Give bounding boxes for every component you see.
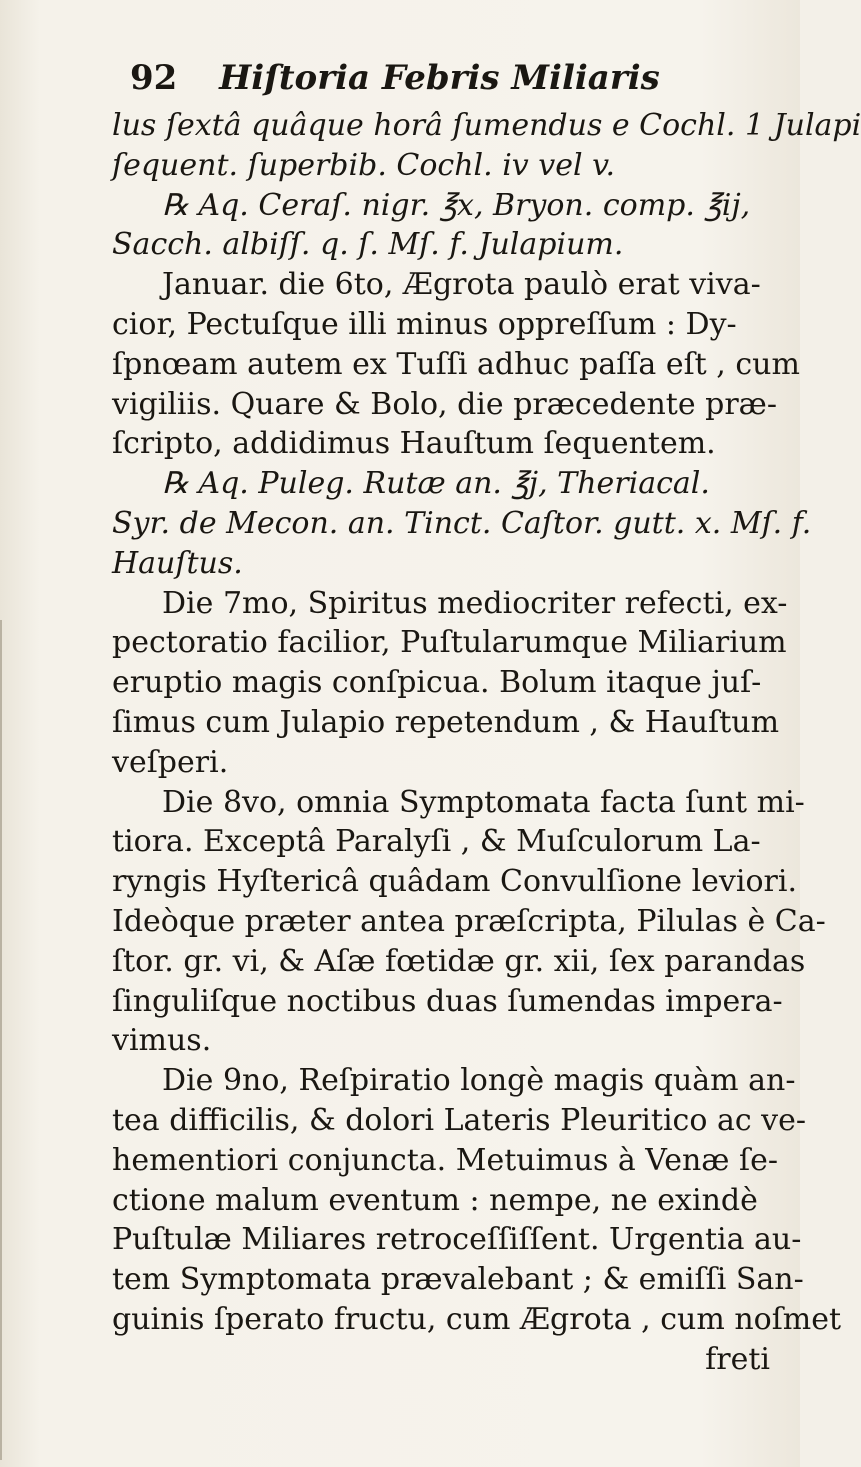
- text-line: vigiliis. Quare & Bolo, die præcedente præ-: [112, 386, 777, 422]
- text-line: pectoratio facilior, Puſtularumque Miliarium: [112, 625, 787, 661]
- text-line: ſpnœam autem ex Tuſſi adhuc paſſa eſt , cum: [112, 346, 800, 382]
- text-line: Puſtulæ Miliares retroceſſiſſent. Urgentia au-: [112, 1222, 802, 1258]
- page-edge-shadow: [0, 620, 8, 1460]
- running-title: Hiſtoria Febris Miliaris: [219, 58, 660, 98]
- text-line: ℞ Aq. Puleg. Rutæ an. ℥j, Theriacal.: [162, 466, 710, 502]
- text-line: Die 7mo, Spiritus mediocriter refecti, ex-: [162, 585, 788, 621]
- text-line: vimus.: [112, 1023, 212, 1059]
- text-line: Die 9no, Reſpiratio longè magis quàm an-: [162, 1063, 796, 1099]
- page-number: 92: [130, 58, 178, 98]
- text-line: ſcripto, addidimus Hauſtum ſequentem.: [112, 426, 716, 462]
- text-line: tem Symptomata prævalebant ; & emiſſi San-: [112, 1262, 804, 1298]
- catchword: freti: [705, 1341, 770, 1377]
- text-line: ſtor. gr. vi, & Aſæ fœtidæ gr. xii, ſex parandas: [112, 943, 806, 979]
- text-line: ryngis Hyſtericâ quâdam Convulſione leviori.: [112, 864, 798, 900]
- text-line: ctione malum eventum : nempe, ne exindè: [112, 1182, 758, 1218]
- body-text: [112, 106, 861, 1380]
- text-line: Syr. de Mecon. an. Tinct. Caſtor. gutt. x. Mſ. f.: [112, 505, 812, 541]
- text-line: guinis ſperato fructu, cum Ægrota , cum noſmet: [112, 1301, 842, 1337]
- text-line: veſperi.: [112, 744, 229, 780]
- text-line: hementiori conjuncta. Metuimus à Venæ ſe-: [112, 1142, 779, 1178]
- text-line: tea difficilis, & dolori Lateris Pleuritico ac ve-: [112, 1102, 807, 1138]
- text-line: Die 8vo, omnia Symptomata facta ſunt mi-: [162, 784, 805, 820]
- text-line: Hauſtus.: [112, 545, 243, 581]
- text-line: lus ſextâ quâque horâ ſumendus e Cochl. 1 Julapi: [112, 108, 861, 143]
- text-line: Ideòque præter antea præſcripta, Pilulas è Ca-: [112, 903, 826, 939]
- text-line: Sacch. albiſſ. q. ſ. Mſ. f. Julapium.: [112, 227, 624, 263]
- text-line: tiora. Exceptâ Paralyſi , & Muſculorum La-: [112, 824, 761, 860]
- text-line: ℞ Aq. Ceraſ. nigr. ℥x, Bryon. comp. ℥ij,: [162, 187, 751, 223]
- text-line: Januar. die 6to, Ægrota paulò erat viva-: [162, 267, 761, 303]
- running-header: [130, 58, 730, 98]
- text-line: cior, Pectuſque illi minus oppreſſum : Dy-: [112, 306, 737, 342]
- text-line: ſimus cum Julapio repetendum , & Hauſtum: [112, 704, 780, 740]
- text-line: ſinguliſque noctibus duas ſumendas impera-: [112, 983, 783, 1019]
- text-line: eruptio magis conſpicua. Bolum itaque juſ-: [112, 665, 762, 701]
- text-line: ſequent. ſuperbib. Cochl. iv vel v.: [112, 147, 616, 183]
